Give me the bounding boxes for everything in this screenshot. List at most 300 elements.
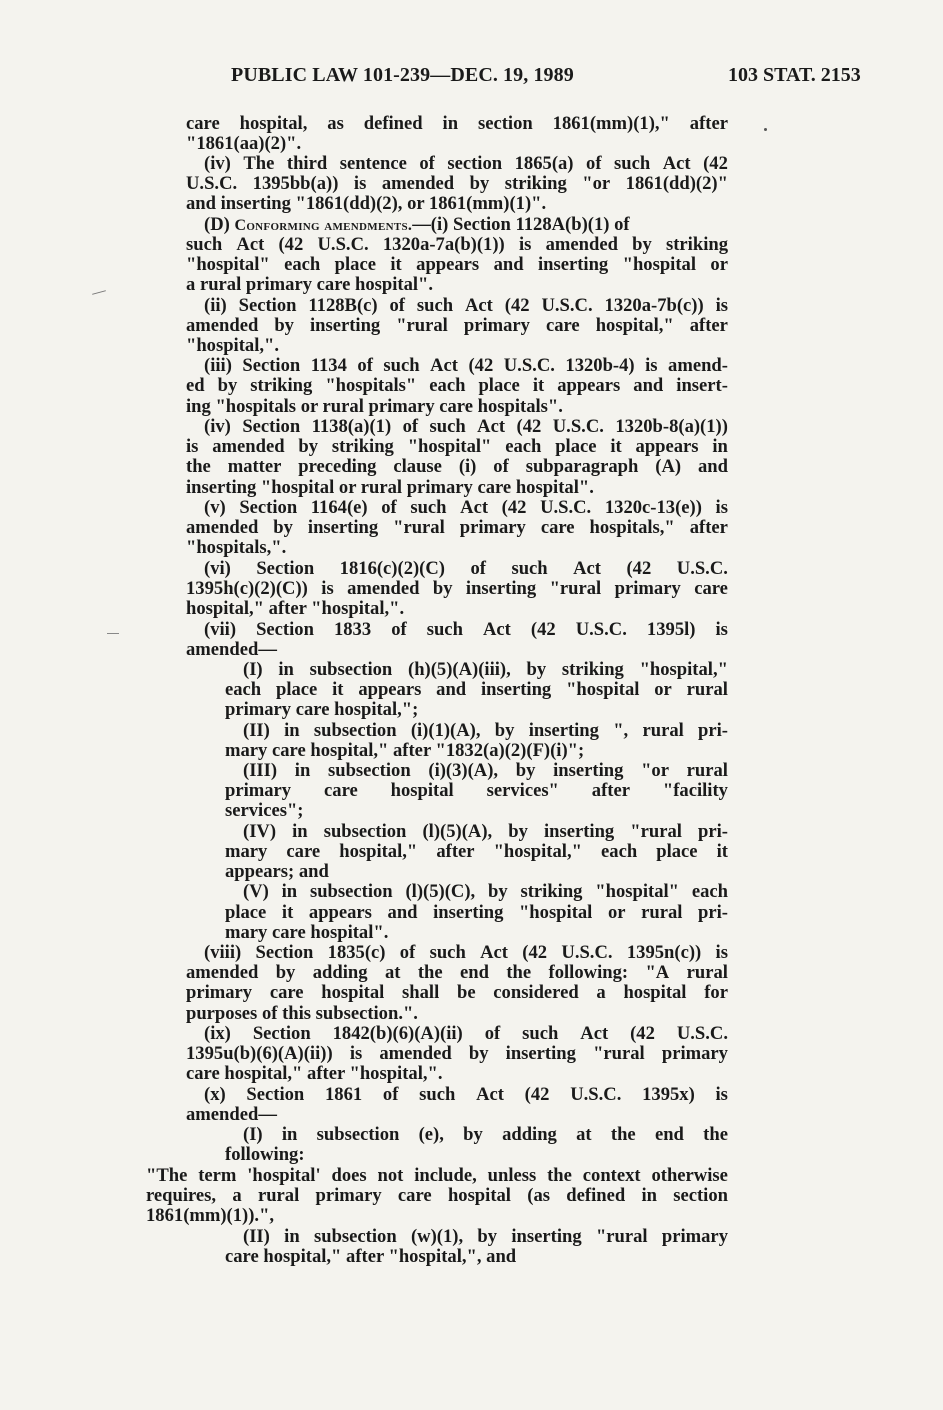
text-line xyxy=(225,781,728,801)
word: Section xyxy=(239,497,298,518)
margin-mark xyxy=(92,290,106,295)
word: (ii) xyxy=(204,295,227,316)
word: in xyxy=(281,881,298,902)
page-header xyxy=(0,64,943,92)
word: 1164(e) xyxy=(310,497,368,518)
word: is xyxy=(715,942,728,963)
word: The xyxy=(243,153,275,174)
word: inserting xyxy=(543,821,615,842)
word: U.S.C. xyxy=(570,1084,622,1105)
text-line xyxy=(243,660,728,680)
word: clause xyxy=(393,456,442,477)
word: (II) xyxy=(243,1226,270,1247)
margin-mark xyxy=(764,128,767,131)
word: otherwise xyxy=(651,1165,728,1186)
word: the xyxy=(547,1165,572,1186)
word: in xyxy=(278,659,294,680)
word: 1138(a)(1) xyxy=(311,416,392,437)
text-line: mary care hospital". xyxy=(225,922,389,943)
word: preceding xyxy=(298,456,377,477)
word: (42 xyxy=(504,295,530,316)
word: hospital xyxy=(623,982,687,1003)
word: it xyxy=(610,436,622,457)
word: inserting xyxy=(505,1043,576,1064)
word: Act xyxy=(573,558,601,579)
text-line xyxy=(204,943,728,963)
word: rural xyxy=(257,1185,300,1206)
text-line: care hospital," after "hospital,". xyxy=(186,1063,443,1084)
word: Section xyxy=(256,619,314,640)
word: U.S.C. xyxy=(317,234,369,255)
word: it xyxy=(332,679,344,700)
word: (v) xyxy=(204,497,226,518)
word: "rural xyxy=(595,1226,648,1247)
word: by xyxy=(469,173,490,194)
word: amended xyxy=(347,578,420,599)
word: amended xyxy=(381,173,455,194)
word: not xyxy=(377,1165,404,1186)
word: primary xyxy=(186,982,253,1003)
word: subsection xyxy=(313,720,397,741)
text-line xyxy=(243,761,728,781)
word: Act xyxy=(476,1084,504,1105)
word: (h)(5)(A)(iii), xyxy=(408,659,511,680)
word: subsection xyxy=(323,821,407,842)
text-line xyxy=(204,154,728,174)
word: by xyxy=(526,659,547,680)
text-line xyxy=(204,1024,728,1044)
text-line xyxy=(204,620,728,640)
word: matter xyxy=(227,456,282,477)
text-line xyxy=(186,457,728,477)
word: by xyxy=(477,1226,498,1247)
word: does xyxy=(331,1165,367,1186)
word: 1395u(b)(6)(A)(ii)) xyxy=(186,1043,333,1064)
word: Section xyxy=(255,942,314,963)
word: (42 xyxy=(626,558,652,579)
word: care xyxy=(269,982,304,1003)
word: rural xyxy=(686,679,728,700)
word: amended xyxy=(379,1043,452,1064)
word: such xyxy=(410,497,447,518)
text-line xyxy=(204,1085,728,1105)
word: care xyxy=(694,578,728,599)
text-line xyxy=(225,680,728,700)
word: (x) xyxy=(204,1084,226,1105)
word: of xyxy=(381,497,397,518)
word: such xyxy=(522,1023,559,1044)
text-line xyxy=(243,1125,728,1145)
word: (42 xyxy=(703,153,728,174)
word: context xyxy=(582,1165,641,1186)
word: or xyxy=(654,679,672,700)
quoted-definition-line: 1861(mm)(1)).", xyxy=(146,1205,275,1226)
word: appears xyxy=(416,254,480,275)
word: 1395l) xyxy=(646,619,696,640)
word: by xyxy=(275,962,296,983)
word: "A xyxy=(645,962,670,983)
word: (42 xyxy=(524,1084,550,1105)
word: (iv) xyxy=(204,416,231,437)
word: appears xyxy=(635,436,699,457)
word: such xyxy=(419,1084,456,1105)
word: in xyxy=(294,760,311,781)
word: (i) xyxy=(458,456,477,477)
text-line xyxy=(186,963,728,983)
word: appears xyxy=(358,679,422,700)
word: Section xyxy=(242,416,301,437)
word: by xyxy=(273,517,293,538)
margin-mark xyxy=(107,633,119,634)
word: U.S.C. xyxy=(575,619,627,640)
word: subsection xyxy=(309,881,393,902)
word: services" xyxy=(486,780,559,801)
word: amended xyxy=(186,962,259,983)
text-line: following: xyxy=(225,1144,305,1165)
word: (as xyxy=(527,1185,550,1206)
word: primary xyxy=(661,1043,728,1064)
word: appears xyxy=(557,375,621,396)
word: requires, xyxy=(146,1185,217,1206)
word: and xyxy=(493,254,524,275)
word: 1865(a) xyxy=(514,153,574,174)
text-line xyxy=(186,579,728,599)
text-line: "1861(aa)(2)". xyxy=(186,133,302,154)
word: rural xyxy=(686,760,728,781)
word: the xyxy=(186,456,211,477)
word: of xyxy=(382,1084,399,1105)
word: 1861(dd)(2)" xyxy=(625,173,728,194)
word: Act xyxy=(480,942,508,963)
word: (w)(1), xyxy=(410,1226,464,1247)
word: striking xyxy=(331,436,394,457)
text-line: amended— xyxy=(186,1104,277,1125)
word: and xyxy=(387,902,418,923)
word: appears xyxy=(308,902,372,923)
text-line: ing "hospitals or rural primary care hospitals". xyxy=(186,396,563,417)
word: U.S.C. xyxy=(561,942,613,963)
word: the xyxy=(506,962,532,983)
word: be xyxy=(456,982,476,1003)
word: each xyxy=(691,881,728,902)
word: hospital," xyxy=(595,315,674,336)
word: (II) xyxy=(243,720,270,741)
word: place xyxy=(334,254,376,275)
word: and xyxy=(633,375,664,396)
word: place xyxy=(225,902,267,923)
word: (vi) xyxy=(204,558,231,579)
conforming-amendments-heading: Conforming amendments. xyxy=(234,217,413,234)
word: considered xyxy=(493,982,579,1003)
word: each xyxy=(225,679,262,700)
word: Section xyxy=(242,355,301,376)
word: "or xyxy=(582,173,611,194)
word: the xyxy=(610,1124,636,1145)
word: U.S.C. xyxy=(186,173,238,194)
word: of xyxy=(399,942,416,963)
text-line: hospital," after "hospital,". xyxy=(186,598,405,619)
word: end xyxy=(654,1124,684,1145)
text-line xyxy=(186,983,728,1003)
word: (I) xyxy=(243,1124,263,1145)
word: by xyxy=(632,234,652,255)
text-line: (D) Conforming amendments.—(i) Section 1128A(b)(1) of xyxy=(204,214,630,235)
word: amended xyxy=(212,436,285,457)
word: primary xyxy=(459,517,526,538)
text-line xyxy=(186,1044,728,1064)
text-line: and inserting "1861(dd)(2), or 1861(mm)(1)". xyxy=(186,193,547,214)
word: by xyxy=(468,1043,489,1064)
word: primary xyxy=(614,578,681,599)
word: inserting xyxy=(465,578,537,599)
word: 1861 xyxy=(325,1084,363,1105)
word: the xyxy=(417,962,443,983)
word: amended xyxy=(545,234,618,255)
word: such xyxy=(429,942,466,963)
text-line xyxy=(186,255,728,275)
word: of xyxy=(357,355,373,376)
word: such xyxy=(383,355,420,376)
public-law-heading: PUBLIC LAW 101-239—DEC. 19, 1989 xyxy=(231,64,574,86)
word: 1861(mm)(1)," xyxy=(552,113,670,134)
word: inserting xyxy=(433,902,504,923)
word: care xyxy=(286,841,321,862)
word: (III) xyxy=(243,760,278,781)
word: "facility xyxy=(662,780,728,801)
word: (42 xyxy=(516,416,542,437)
word: at xyxy=(384,962,401,983)
text-line: mary care hospital," after "1832(a)(2)(F)(i)"; xyxy=(225,740,585,761)
word: 1395h(c)(2)(C)) xyxy=(186,578,308,599)
word: by xyxy=(508,821,528,842)
word: primary xyxy=(661,1226,728,1247)
word: U.S.C. xyxy=(503,355,555,376)
text-line xyxy=(204,356,728,376)
word: "rural xyxy=(630,821,682,842)
word: insert- xyxy=(676,375,728,396)
word: hospital xyxy=(321,982,385,1003)
word: mary xyxy=(225,841,268,862)
word: place xyxy=(478,375,520,396)
word: adding xyxy=(502,1124,557,1145)
word: care xyxy=(545,315,580,336)
word: "rural xyxy=(549,578,602,599)
word: hospital," xyxy=(339,841,418,862)
word: such xyxy=(426,619,463,640)
word: 1816(c)(2)(C) xyxy=(339,558,445,579)
word: 1395n(c)) xyxy=(626,942,702,963)
word: each xyxy=(601,841,638,862)
word: term xyxy=(198,1165,237,1186)
word: Section xyxy=(238,295,297,316)
word: (42 xyxy=(278,234,304,255)
word: adding xyxy=(312,962,368,983)
word: 1320a-7a(b)(1)) xyxy=(382,234,505,255)
word: Act xyxy=(580,1023,609,1044)
word: "The xyxy=(146,1165,188,1186)
word: inserting xyxy=(511,1226,582,1247)
word: subsection xyxy=(316,1124,400,1145)
word: (A) xyxy=(655,456,682,477)
text-line xyxy=(186,235,728,255)
word: "hospital xyxy=(518,902,593,923)
word: "hospital" xyxy=(407,436,492,457)
word: such xyxy=(429,416,466,437)
word: pri- xyxy=(698,720,728,741)
word: (e), xyxy=(418,1124,444,1145)
word: "rural xyxy=(396,315,448,336)
word: Act xyxy=(430,355,458,376)
word: a xyxy=(596,982,606,1003)
word: by xyxy=(274,315,294,336)
word: (42 xyxy=(530,619,556,640)
text-line: inserting "hospital or rural primary care hospital". xyxy=(186,477,594,498)
word: in xyxy=(442,113,459,134)
word: primary xyxy=(225,780,292,801)
word: care xyxy=(397,1185,432,1206)
word: (vii) xyxy=(204,619,237,640)
text-line xyxy=(186,316,728,336)
word: sentence xyxy=(339,153,407,174)
word: is xyxy=(321,578,334,599)
word: Act xyxy=(460,497,489,518)
word: (42 xyxy=(522,942,548,963)
word: U.S.C. xyxy=(676,558,728,579)
word: care xyxy=(186,113,220,134)
word: (l)(5)(A), xyxy=(422,821,493,842)
word: after xyxy=(689,315,728,336)
word: of xyxy=(493,456,509,477)
word: is xyxy=(349,1043,363,1064)
word: (iii) xyxy=(204,355,232,376)
word: by xyxy=(515,760,536,781)
word: (i)(1)(A), xyxy=(410,720,481,741)
word: Act xyxy=(236,234,265,255)
word: Section xyxy=(246,1084,305,1105)
word: "hospital" xyxy=(595,881,679,902)
text-line xyxy=(186,437,728,457)
word: (iv) xyxy=(204,153,231,174)
word: ed xyxy=(186,375,205,396)
word: in xyxy=(281,1124,298,1145)
word: such xyxy=(416,295,454,316)
word: "rural xyxy=(593,1043,645,1064)
word: defined xyxy=(363,113,423,134)
text-line xyxy=(204,417,728,437)
word: by xyxy=(298,436,319,457)
word: subsection xyxy=(309,659,393,680)
word: 1835(c) xyxy=(327,942,386,963)
text-line: purposes of this subsection.". xyxy=(186,1003,418,1024)
word: is xyxy=(518,234,532,255)
text-line xyxy=(186,376,728,396)
word: striking xyxy=(666,234,728,255)
word: 1134 xyxy=(310,355,347,376)
word: it xyxy=(390,254,402,275)
word: place xyxy=(555,436,597,457)
word: such xyxy=(186,234,223,255)
word: hospital xyxy=(390,780,454,801)
text-line xyxy=(186,518,728,538)
word: U.S.C. xyxy=(541,295,593,316)
text-line xyxy=(186,174,728,194)
word: the xyxy=(703,1124,728,1145)
word: end xyxy=(460,962,489,983)
word: of xyxy=(389,295,405,316)
word: is xyxy=(715,619,728,640)
word: in xyxy=(712,436,728,457)
word: place xyxy=(275,679,318,700)
word: 1320a-7b(c)) xyxy=(604,295,704,316)
word: of xyxy=(586,153,602,174)
word: subparagraph xyxy=(525,456,639,477)
word: such xyxy=(614,153,651,174)
word: by xyxy=(432,578,453,599)
word: is xyxy=(715,497,728,518)
text-line xyxy=(225,903,728,923)
word: (i)(3)(A), xyxy=(428,760,499,781)
word: and xyxy=(697,456,728,477)
word: defined xyxy=(566,1185,626,1206)
word: (I) xyxy=(243,659,263,680)
word: as xyxy=(327,113,344,134)
word: "hospital," xyxy=(639,659,728,680)
word: it xyxy=(532,375,545,396)
word: (42 xyxy=(630,1023,655,1044)
word: 1128B(c) xyxy=(308,295,378,316)
word: "hospital xyxy=(622,254,696,275)
word: (ix) xyxy=(204,1023,231,1044)
text-line: a rural primary care hospital". xyxy=(186,274,434,295)
word: (42 xyxy=(501,497,527,518)
word: inserting xyxy=(307,517,379,538)
word: 1833 xyxy=(333,619,372,640)
word: place xyxy=(656,841,698,862)
word: section xyxy=(447,153,503,174)
word: Act xyxy=(662,153,691,174)
word: each xyxy=(429,375,466,396)
word: section xyxy=(673,1185,728,1206)
word: care xyxy=(540,517,575,538)
word: amended xyxy=(186,315,259,336)
word: shall xyxy=(402,982,440,1003)
word: Act xyxy=(482,619,511,640)
word: hospitals," xyxy=(589,517,675,538)
word: each xyxy=(284,254,321,275)
word: after xyxy=(689,517,728,538)
word: in xyxy=(292,821,308,842)
word: unless xyxy=(487,1165,537,1186)
word: by xyxy=(494,720,515,741)
word: rural xyxy=(642,720,684,741)
word: third xyxy=(286,153,328,174)
word: Act xyxy=(477,416,506,437)
word: amend- xyxy=(668,355,728,376)
word: striking xyxy=(520,881,583,902)
word: is xyxy=(645,355,658,376)
word: pri- xyxy=(698,902,728,923)
word: (viii) xyxy=(204,942,242,963)
word: in xyxy=(284,1226,300,1247)
word: care xyxy=(324,780,358,801)
word: it xyxy=(716,841,728,862)
text-line xyxy=(204,498,728,518)
word: inserting xyxy=(480,679,552,700)
word: inserting xyxy=(553,760,624,781)
word: subsection xyxy=(328,760,411,781)
word: each xyxy=(505,436,542,457)
word: in xyxy=(284,720,300,741)
